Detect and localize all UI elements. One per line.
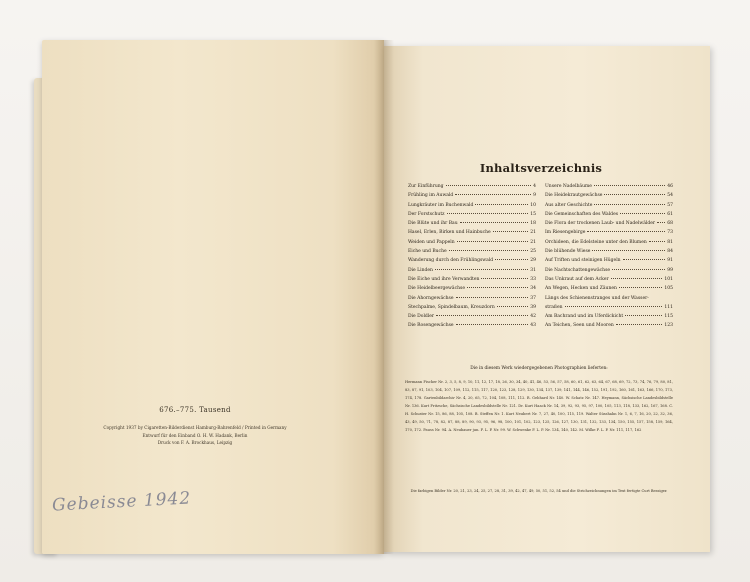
toc-entry <box>408 296 536 305</box>
left-page <box>42 40 384 554</box>
toc-title: Inhaltsverzeichnis <box>479 161 603 175</box>
toc-entry-title: Am Bachrand und im Uferdickicht <box>545 314 624 320</box>
toc-dot-leader <box>592 250 665 251</box>
toc-entry-title: Lungkräuter im Buchenwald <box>408 202 474 208</box>
toc-entry-page: 115 <box>664 314 673 320</box>
toc-dot-leader <box>611 278 663 279</box>
toc-entry-title: Der Forstschutz <box>408 211 445 217</box>
toc-entry <box>545 323 673 332</box>
toc-dot-leader <box>467 287 528 288</box>
toc-dot-leader <box>435 269 528 270</box>
toc-entry <box>408 212 536 221</box>
toc-entry-title: Die blühende Wiese <box>545 249 591 255</box>
toc-entry-page: 123 <box>664 323 673 329</box>
toc-entry <box>545 286 673 295</box>
toc-entry <box>545 296 673 305</box>
toc-entry-page: 10 <box>530 202 536 208</box>
handwritten-signature: Gebeisse 1942 <box>51 488 192 516</box>
copyright-line: Copyright 1937 by Cigaretten-Bilderdienst Hamburg-Bahrenfeld / Printed in Germany <box>103 425 287 430</box>
cover-design-line: Entwurf für den Einband O. H. W. Hadank, Berlin <box>142 432 248 438</box>
toc-dot-leader <box>475 204 528 205</box>
toc-entry <box>545 212 673 221</box>
toc-entry-title: An Teichen, Seen und Mooren <box>545 323 614 329</box>
toc-entry-page: 81 <box>667 239 673 245</box>
toc-entry-title: Zur Einführung <box>408 184 444 189</box>
toc-dot-leader <box>619 287 663 288</box>
toc-dot-leader <box>616 324 663 325</box>
toc-entry <box>545 268 673 277</box>
toc-dot-leader <box>620 213 665 214</box>
toc-entry-page: 91 <box>667 258 673 264</box>
toc-entry-title: Wanderung durch den Frühlingswald <box>408 258 494 264</box>
toc-entry-title: Die Doldler <box>408 314 435 320</box>
toc-entry <box>545 240 673 249</box>
color-credits-text: Die farbigen Bilder Nr. 20, 21, 23, 24, 25, 27, 28, 31, 39, 42, 47, 49, 50, 51, 52, 54 und die Strichzeichnungen im Text fertigte Curt Bessiger. <box>410 489 668 493</box>
toc-entry-page: 37 <box>530 295 536 301</box>
toc-entry-title: Die Rosengewächse <box>408 323 454 329</box>
toc-entry-title: Die Eiche und ihre Verwandten <box>408 276 480 282</box>
toc-entry <box>545 258 673 267</box>
toc-entry-title: Aus alter Geschichte <box>545 202 593 208</box>
toc-entry-title: straßen <box>545 304 563 310</box>
toc-dot-leader <box>625 315 662 316</box>
toc-entry-page: 101 <box>664 276 673 282</box>
toc-entry-title: Die Heidekrautgewächse <box>545 193 603 199</box>
toc-entry-title: Die Gemeinschaften des Waldes <box>545 211 619 217</box>
toc-entry-title: Die Nachtschattengewächse <box>545 267 611 273</box>
toc-entry-page: 46 <box>667 184 673 189</box>
toc-entry-page: 9 <box>533 193 536 199</box>
toc-dot-leader <box>449 250 529 251</box>
toc-entry-title: Die Linden <box>408 267 433 273</box>
toc-entry-page: 39 <box>530 304 536 310</box>
toc-entry-title: Die Flora der trockenen Laub- und Nadelwälder <box>545 221 656 227</box>
toc-dot-leader <box>612 269 665 270</box>
toc-dot-leader <box>481 278 528 279</box>
printer-line: Druck von F. A. Brockhaus, Leipzig <box>157 440 233 445</box>
toc-dot-leader <box>447 213 529 214</box>
toc-entry-title: Frühling im Auwald <box>408 193 454 199</box>
toc-entry-page: 54 <box>667 193 673 199</box>
toc-entry-page: 33 <box>530 276 536 282</box>
toc-entry-page: 4 <box>533 184 536 189</box>
toc-entry-page: 61 <box>667 211 673 217</box>
toc-entry-page: 15 <box>530 211 536 217</box>
photo-credits-heading: Die in diesem Werk wiedergegebenen Photographien lieferten: <box>470 366 608 371</box>
toc-entry-title: Das Unkraut auf dem Acker <box>545 276 609 282</box>
toc-entry <box>545 277 673 286</box>
toc-entry-title: Eiche und Buche <box>408 249 447 255</box>
toc-entry-page: 111 <box>664 304 673 310</box>
toc-entry-title: Die Heidelbeergewächse <box>408 286 465 292</box>
toc-entry <box>545 203 673 212</box>
toc-dot-leader <box>455 194 531 195</box>
toc-entry-page: 42 <box>530 314 536 320</box>
toc-entry <box>408 258 536 267</box>
toc-entry-title: Hasel, Erlen, Birken und Hainbuche <box>408 230 491 236</box>
toc-dot-leader <box>495 259 528 260</box>
toc-right-column <box>545 184 673 333</box>
toc-entry <box>408 193 536 202</box>
toc-dot-leader <box>436 315 528 316</box>
toc-dot-leader <box>456 324 529 325</box>
toc-entry-title: Im Riesengebirge <box>545 230 586 236</box>
toc-dot-leader <box>623 259 666 260</box>
toc-dot-leader <box>587 231 665 232</box>
imprint-block <box>60 406 330 447</box>
toc-entry <box>545 230 673 239</box>
toc-left-column <box>408 184 536 333</box>
toc-entry <box>545 184 673 193</box>
toc-entry-title: Die Ahorngewächse <box>408 295 454 301</box>
toc-entry-title: Stechpalme, Spindelbaum, Kreuzdorn <box>408 304 495 310</box>
toc-entry-page: 31 <box>530 267 536 273</box>
toc-entry-page: 84 <box>667 249 673 255</box>
toc-dot-leader <box>493 231 529 232</box>
toc-entry-title: An Wegen, Hecken und Zäunen <box>545 286 617 292</box>
toc-entry-page: 68 <box>667 221 673 227</box>
toc-entry-page: 21 <box>530 230 536 236</box>
toc-entry-page: 43 <box>530 323 536 329</box>
toc-entry <box>408 230 536 239</box>
toc-entry <box>408 305 536 314</box>
toc-entry-page: 34 <box>530 286 536 292</box>
toc-entry <box>408 286 536 295</box>
toc-dot-leader <box>460 222 529 223</box>
toc-entry <box>545 193 673 202</box>
toc-entry-page: 73 <box>667 230 673 236</box>
toc-entry-page: 105 <box>664 286 673 292</box>
toc-dot-leader <box>457 241 529 242</box>
toc-dot-leader <box>657 222 665 223</box>
book-gutter <box>374 40 394 554</box>
toc-entry-page: 25 <box>530 249 536 255</box>
toc-entry-title: Weiden und Pappeln <box>408 239 455 245</box>
toc-dot-leader <box>604 194 665 195</box>
toc-entry <box>408 323 536 332</box>
toc-entry-page: 21 <box>530 239 536 245</box>
toc-entry-title: Unsere Nadelbäume <box>545 184 592 189</box>
photo-credits-text: Hermann Fischer Nr. 2, 3, 5, 8, 9, 10, 11, 12, 17, 18, 26, 30, 34, 40, 41, 46, 53, 56, 57, 58, 60, 61, 62, 63, 64, 67, 68, 69, 72, 73, 74, 76, 79, 80, 81, 83, 87, 91, 103, 104, 107, 109, 112, 115, 117, 120, 123, 128, 129, 130, 134, 137, 139, 141, 144, 146, 152, 191, 192, 160, 161, 163, 166, 170, 173, 174, 178. Gartenbildarchiv Nr. 4, 20, 65, 72, 104, 108, 111, 112. R. Gebhard Nr. 140. W. Schatz Nr. 147. Heymann, Sächsische Landesbildstelle Nr. 136. Kurt Fritzsche, Sächsische Landesbildstelle Nr. 121. Dr. Kurt Haack Nr. 14, 39, 92, 93, 95, 97, 100, 105, 113, 118, 133, 162, 167, 168. C. H. Schuster Nr. 15, 86, 88, 105, 108. B. Steffen Nr. 1. Kurt Neubert Nr. 7, 27, 40, 100, 115, 119. Walter Süsshahn Nr. 1, 6, 7, 16, 20, 22, 32, 36, 43, 49, 50, 71, 78, 82, 87, 88, 89, 90, 93, 95, 96, 98, 100, 101, 102, 123, 125, 126, 127, 130, 131, 132, 133, 134, 150, 155, 157, 158, 159, 164, 170, 172. Pauss Nr. 94. A. Neubauer jun. F. L. P. Nr. 99. W. Schwenke F. L. P. Nr. 134, 140, 142. M. Wilke F. L. P. Nr. 111, 117, 162 <box>405 380 673 432</box>
toc-entry-title: Längs des Schienenstranges und der Wasser- <box>545 295 649 301</box>
toc-entry-title: Auf Triften und steinigen Hügeln <box>545 258 621 264</box>
toc-dot-leader <box>565 306 663 307</box>
toc-entry-page: 57 <box>667 202 673 208</box>
toc-entry-page: 29 <box>530 258 536 264</box>
toc-dot-leader <box>446 185 532 186</box>
toc-entry <box>408 203 536 212</box>
toc-dot-leader <box>456 297 529 298</box>
toc-entry-title: Die Blüte und ihr Bau <box>408 221 458 227</box>
toc-dot-leader <box>594 185 665 186</box>
toc-entry <box>408 240 536 249</box>
toc-dot-leader <box>594 204 665 205</box>
toc-entry <box>545 249 673 258</box>
toc-dot-leader <box>649 241 666 242</box>
toc-entry-page: 18 <box>530 221 536 227</box>
toc-entry-page: 99 <box>667 267 673 273</box>
print-run: 676.–775. Tausend <box>159 406 231 414</box>
toc-entry-title: Orchideen, die Edelsteine unter den Blumen <box>545 239 647 245</box>
toc-entry <box>545 305 673 314</box>
toc-entry <box>408 268 536 277</box>
toc-entry <box>408 184 536 193</box>
toc-dot-leader <box>497 306 529 307</box>
toc-entry <box>408 277 536 286</box>
toc-entry <box>408 249 536 258</box>
